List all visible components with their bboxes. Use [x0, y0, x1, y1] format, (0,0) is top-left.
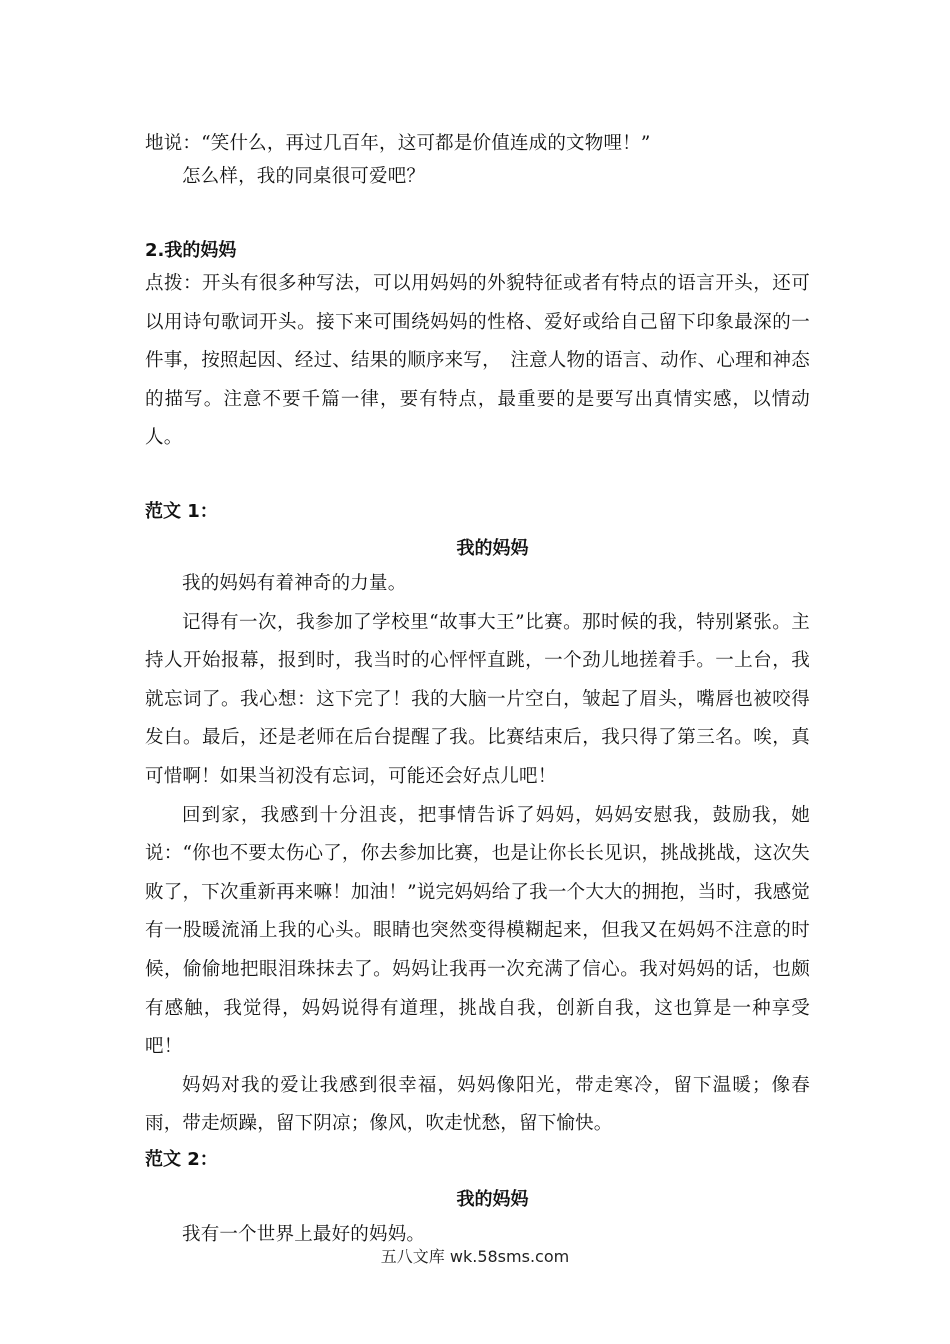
- sample-1-paragraph: 我的妈妈有着神奇的力量。: [182, 572, 407, 594]
- intro-line-1: 地说：“笑什么，再过几百年，这可都是价值连成的文物哩！”: [145, 133, 651, 154]
- sample-1-paragraph: 记得有一次，我参加了学校里“故事大王”比赛。那时候的我，特别紧张。主持人开始报幕，报到时，我当时的心怦怦直跳，一个劲儿地搓着手。一上台，我就忘词了。我心想：这下完了！我的大脑一片空白，皱起了眉头，嘴唇也被咬得发白。最后，还是老师在后台提醒了我。比赛结束后，我只得了第三名。唉，真可惜啊！如果当初没有忘词，可能还会好点儿吧！: [145, 611, 810, 787]
- sample-1-label: 范文 1：: [145, 500, 218, 522]
- document-page: [145, 128, 810, 1254]
- sample-2-title: 我的妈妈: [456, 1188, 529, 1210]
- intro-line-2: 怎么样，我的同桌很可爱吧？: [182, 166, 426, 187]
- sample-1-paragraph: 妈妈对我的爱让我感到很幸福，妈妈像阳光，带走寒冷，留下温暖；像春雨，带走烦躁，留下阴凉；像风，吹走忧愁，留下愉快。: [145, 1074, 810, 1135]
- sample-1-title: 我的妈妈: [456, 537, 529, 559]
- sample-2-label: 范文 2：: [145, 1148, 218, 1170]
- footer-watermark: 五八文库 wk.58sms.com: [380, 1247, 570, 1266]
- section-heading: 2.我的妈妈: [145, 240, 237, 261]
- sample-2-paragraph: 我有一个世界上最好的妈妈。: [182, 1223, 426, 1245]
- guidance-paragraph: 点拨：开头有很多种写法，可以用妈妈的外貌特征或者有特点的语言开头，还可以用诗句歌词开头。接下来可围绕妈妈的性格、爱好或给自己留下印象最深的一件事，按照起因、经过、结果的顺序来写， 注意人物的语言、动作、心理和神态的描写。注意不要千篇一律，要有特点，最重要的是要写出真情实感，以情动人。: [145, 273, 810, 449]
- sample-1-paragraph: 回到家，我感到十分沮丧，把事情告诉了妈妈，妈妈安慰我，鼓励我，她说：“你也不要太伤心了，你去参加比赛，也是让你长长见识，挑战挑战，这次失败了，下次重新再来嘛！加油！”说完妈妈给了我一个大大的拥抱，当时，我感觉有一股暖流涌上我的心头。眼睛也突然变得模糊起来，但我又在妈妈不注意的时候，偷偷地把眼泪珠抹去了。妈妈让我再一次充满了信心。我对妈妈的话，也颇有感触，我觉得，妈妈说得有道理，挑战自我，创新自我，这也算是一种享受吧！: [145, 804, 810, 1058]
